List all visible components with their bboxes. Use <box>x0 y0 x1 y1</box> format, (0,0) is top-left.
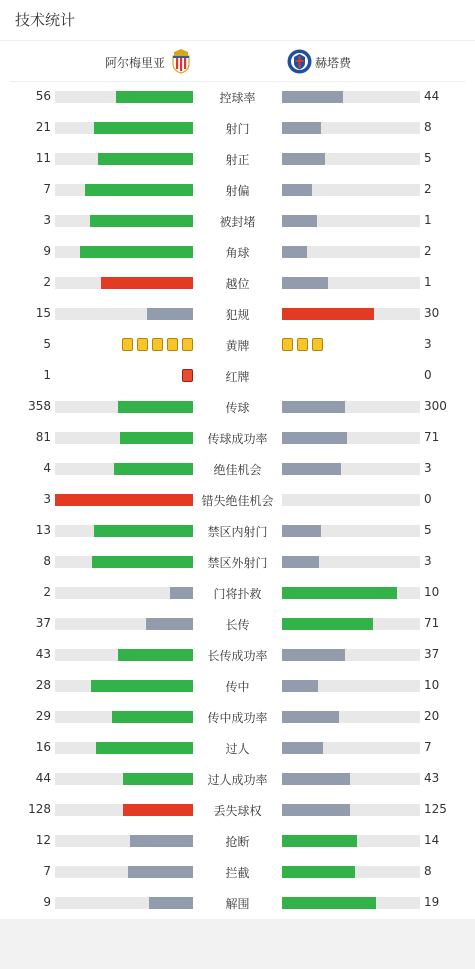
home-bar-fill <box>118 649 193 661</box>
stat-row <box>0 733 475 764</box>
home-value: 9 <box>43 244 51 258</box>
home-bar-track <box>55 556 193 568</box>
stat-label: 越位 <box>225 277 250 291</box>
away-cards <box>282 338 323 352</box>
away-value: 3 <box>424 461 432 475</box>
stat-label: 拦截 <box>225 866 250 880</box>
away-value: 3 <box>424 337 432 351</box>
home-value: 2 <box>43 585 51 599</box>
stat-label: 射偏 <box>225 184 250 198</box>
yellow-card-icon <box>137 338 148 351</box>
away-bar-fill <box>282 680 318 692</box>
away-bar-fill <box>282 184 312 196</box>
away-bar-track <box>282 494 420 506</box>
home-bar-track <box>55 215 193 227</box>
stat-label: 传中成功率 <box>207 711 268 725</box>
home-bar-fill <box>120 432 193 444</box>
home-value: 358 <box>28 399 51 413</box>
away-bar-fill <box>282 401 345 413</box>
home-bar-fill <box>128 866 193 878</box>
away-bar-track <box>282 711 420 723</box>
stat-label: 过人 <box>225 742 250 756</box>
home-bar-track <box>55 649 193 661</box>
stat-label: 传中 <box>225 680 250 694</box>
home-value: 9 <box>43 895 51 909</box>
yellow-card-icon <box>282 338 293 351</box>
red-card-icon <box>182 369 193 382</box>
home-bar-track <box>55 401 193 413</box>
away-bar-fill <box>282 525 321 537</box>
away-bar-track <box>282 122 420 134</box>
stat-row <box>0 516 475 547</box>
home-value: 5 <box>43 337 51 351</box>
away-bar-track <box>282 525 420 537</box>
stat-row <box>0 206 475 237</box>
home-bar-fill <box>101 277 193 289</box>
away-bar-fill <box>282 432 347 444</box>
yellow-card-icon <box>312 338 323 351</box>
stat-label: 长传 <box>225 618 250 632</box>
away-bar-track <box>282 804 420 816</box>
home-bar-track <box>55 680 193 692</box>
home-bar-fill <box>96 742 193 754</box>
away-bar-fill <box>282 215 317 227</box>
away-value: 71 <box>424 430 440 444</box>
stat-label: 禁区外射门 <box>207 556 268 570</box>
stat-row <box>0 826 475 857</box>
home-bar-fill <box>170 587 193 599</box>
away-bar-fill <box>282 308 374 320</box>
home-bar-track <box>55 804 193 816</box>
home-bar-track <box>55 308 193 320</box>
away-value: 7 <box>424 740 432 754</box>
home-bar-track <box>55 525 193 537</box>
away-value: 37 <box>424 647 440 661</box>
stat-row <box>0 609 475 640</box>
stat-row <box>0 392 475 423</box>
home-bar-fill <box>130 835 193 847</box>
stat-row <box>0 361 475 392</box>
away-bar-track <box>282 618 420 630</box>
home-bar-track <box>55 494 193 506</box>
stat-label: 门将扑救 <box>213 587 262 601</box>
away-bar-fill <box>282 246 307 258</box>
away-value: 300 <box>424 399 447 413</box>
home-value: 11 <box>35 151 51 165</box>
home-value: 1 <box>43 368 51 382</box>
home-bar-fill <box>94 122 193 134</box>
away-bar-fill <box>282 773 350 785</box>
home-bar-track <box>55 618 193 630</box>
away-bar-track <box>282 184 420 196</box>
home-value: 7 <box>43 182 51 196</box>
home-value: 44 <box>35 771 51 785</box>
stat-label: 过人成功率 <box>207 773 268 787</box>
home-bar-track <box>55 711 193 723</box>
away-bar-fill <box>282 618 373 630</box>
home-cards <box>182 369 193 383</box>
home-value: 8 <box>43 554 51 568</box>
away-bar-fill <box>282 742 323 754</box>
away-value: 8 <box>424 864 432 878</box>
home-value: 81 <box>35 430 51 444</box>
away-bar-fill <box>282 866 355 878</box>
away-bar-track <box>282 649 420 661</box>
stat-row <box>0 702 475 733</box>
stat-label: 绝佳机会 <box>213 463 262 477</box>
stat-row <box>0 640 475 671</box>
home-value: 12 <box>35 833 51 847</box>
yellow-card-icon <box>297 338 308 351</box>
away-value: 20 <box>424 709 440 723</box>
yellow-card-icon <box>182 338 193 351</box>
home-bar-fill <box>98 153 193 165</box>
away-bar-track <box>282 432 420 444</box>
home-bar-fill <box>55 494 193 506</box>
stat-row <box>0 299 475 330</box>
home-bar-fill <box>112 711 193 723</box>
stat-label: 禁区内射门 <box>207 525 268 539</box>
away-value: 2 <box>424 182 432 196</box>
almeria-crest-icon[interactable] <box>171 48 191 74</box>
stat-row <box>0 113 475 144</box>
home-value: 128 <box>28 802 51 816</box>
stat-label: 长传成功率 <box>207 649 268 663</box>
home-bar-fill <box>90 215 194 227</box>
home-bar-fill <box>116 91 193 103</box>
home-value: 56 <box>35 89 51 103</box>
away-value: 44 <box>424 89 440 103</box>
stat-row <box>0 671 475 702</box>
home-bar-fill <box>118 401 193 413</box>
stat-row <box>0 237 475 268</box>
stat-row <box>0 485 475 516</box>
stat-label: 丢失球权 <box>213 804 262 818</box>
home-bar-track <box>55 463 193 475</box>
home-bar-track <box>55 742 193 754</box>
away-value: 0 <box>424 492 432 506</box>
away-bar-track <box>282 556 420 568</box>
away-bar-track <box>282 463 420 475</box>
home-bar-track <box>55 835 193 847</box>
away-bar-fill <box>282 153 325 165</box>
away-value: 0 <box>424 368 432 382</box>
stat-label: 抢断 <box>225 835 250 849</box>
away-bar-fill <box>282 835 357 847</box>
away-value: 1 <box>424 275 432 289</box>
away-bar-fill <box>282 649 345 661</box>
away-value: 10 <box>424 585 440 599</box>
stat-label: 角球 <box>225 246 250 260</box>
yellow-card-icon <box>152 338 163 351</box>
stat-label: 传球 <box>225 401 250 415</box>
away-bar-fill <box>282 277 328 289</box>
away-value: 1 <box>424 213 432 227</box>
away-value: 14 <box>424 833 440 847</box>
stat-row <box>0 268 475 299</box>
getafe-crest-icon[interactable] <box>287 49 312 74</box>
yellow-card-icon <box>122 338 133 351</box>
stat-row <box>0 764 475 795</box>
home-cards <box>122 338 193 352</box>
yellow-card-icon <box>167 338 178 351</box>
away-bar-fill <box>282 463 341 475</box>
home-bar-track <box>55 91 193 103</box>
home-bar-fill <box>123 804 193 816</box>
home-bar-track <box>55 773 193 785</box>
away-value: 10 <box>424 678 440 692</box>
home-value: 3 <box>43 213 51 227</box>
away-value: 19 <box>424 895 440 909</box>
away-bar-track <box>282 91 420 103</box>
away-bar-fill <box>282 711 339 723</box>
home-bar-track <box>55 184 193 196</box>
home-bar-track <box>55 432 193 444</box>
away-value: 125 <box>424 802 447 816</box>
stat-row <box>0 330 475 361</box>
home-bar-track <box>55 897 193 909</box>
home-value: 3 <box>43 492 51 506</box>
stat-label: 控球率 <box>219 91 256 105</box>
stat-row <box>0 175 475 206</box>
home-value: 29 <box>35 709 51 723</box>
away-value: 3 <box>424 554 432 568</box>
away-bar-fill <box>282 91 343 103</box>
home-bar-track <box>55 122 193 134</box>
stat-row <box>0 454 475 485</box>
away-bar-track <box>282 835 420 847</box>
home-bar-fill <box>123 773 193 785</box>
stat-label: 解围 <box>225 897 250 911</box>
stat-label: 错失绝佳机会 <box>201 494 274 508</box>
home-value: 37 <box>35 616 51 630</box>
away-bar-track <box>282 897 420 909</box>
home-value: 7 <box>43 864 51 878</box>
stat-row <box>0 144 475 175</box>
away-bar-track <box>282 742 420 754</box>
away-bar-fill <box>282 897 376 909</box>
home-team-name[interactable]: 阿尔梅里亚 <box>104 56 165 70</box>
stat-label: 被封堵 <box>219 215 256 229</box>
away-bar-track <box>282 866 420 878</box>
home-bar-fill <box>114 463 193 475</box>
stat-row <box>0 578 475 609</box>
away-bar-track <box>282 587 420 599</box>
home-bar-track <box>55 153 193 165</box>
home-value: 13 <box>35 523 51 537</box>
away-bar-track <box>282 401 420 413</box>
stat-label: 犯规 <box>225 308 250 322</box>
home-bar-fill <box>94 525 193 537</box>
away-value: 8 <box>424 120 432 134</box>
stat-row <box>0 82 475 113</box>
home-bar-fill <box>85 184 193 196</box>
away-bar-track <box>282 246 420 258</box>
away-value: 5 <box>424 151 432 165</box>
stat-row <box>0 423 475 454</box>
away-bar-track <box>282 277 420 289</box>
away-team-name[interactable]: 赫塔费 <box>315 56 352 70</box>
home-bar-fill <box>146 618 193 630</box>
stat-label: 射正 <box>225 153 250 167</box>
home-value: 28 <box>35 678 51 692</box>
home-value: 16 <box>35 740 51 754</box>
away-value: 5 <box>424 523 432 537</box>
away-bar-fill <box>282 556 319 568</box>
away-bar-fill <box>282 122 321 134</box>
stat-label: 红牌 <box>225 370 250 384</box>
away-bar-fill <box>282 804 350 816</box>
away-bar-track <box>282 153 420 165</box>
stat-row <box>0 547 475 578</box>
away-bar-track <box>282 773 420 785</box>
home-value: 21 <box>35 120 51 134</box>
away-bar-fill <box>282 587 397 599</box>
home-value: 2 <box>43 275 51 289</box>
away-bar-track <box>282 680 420 692</box>
home-value: 4 <box>43 461 51 475</box>
home-value: 15 <box>35 306 51 320</box>
stat-label: 射门 <box>225 122 250 136</box>
stat-label: 黄牌 <box>225 339 250 353</box>
home-bar-fill <box>92 556 193 568</box>
home-bar-fill <box>147 308 193 320</box>
home-bar-fill <box>80 246 193 258</box>
home-value: 43 <box>35 647 51 661</box>
away-value: 43 <box>424 771 440 785</box>
away-value: 2 <box>424 244 432 258</box>
stat-label: 传球成功率 <box>207 432 268 446</box>
stat-row <box>0 795 475 826</box>
page-title: 技术统计 <box>15 11 76 29</box>
home-bar-fill <box>149 897 193 909</box>
away-bar-track <box>282 308 420 320</box>
away-bar-track <box>282 215 420 227</box>
away-value: 71 <box>424 616 440 630</box>
away-value: 30 <box>424 306 440 320</box>
stats-list <box>0 82 475 919</box>
home-bar-track <box>55 866 193 878</box>
stat-row <box>0 857 475 888</box>
home-bar-track <box>55 587 193 599</box>
home-bar-track <box>55 277 193 289</box>
home-bar-track <box>55 246 193 258</box>
team-header <box>0 41 475 81</box>
home-bar-fill <box>91 680 193 692</box>
stat-row <box>0 888 475 919</box>
